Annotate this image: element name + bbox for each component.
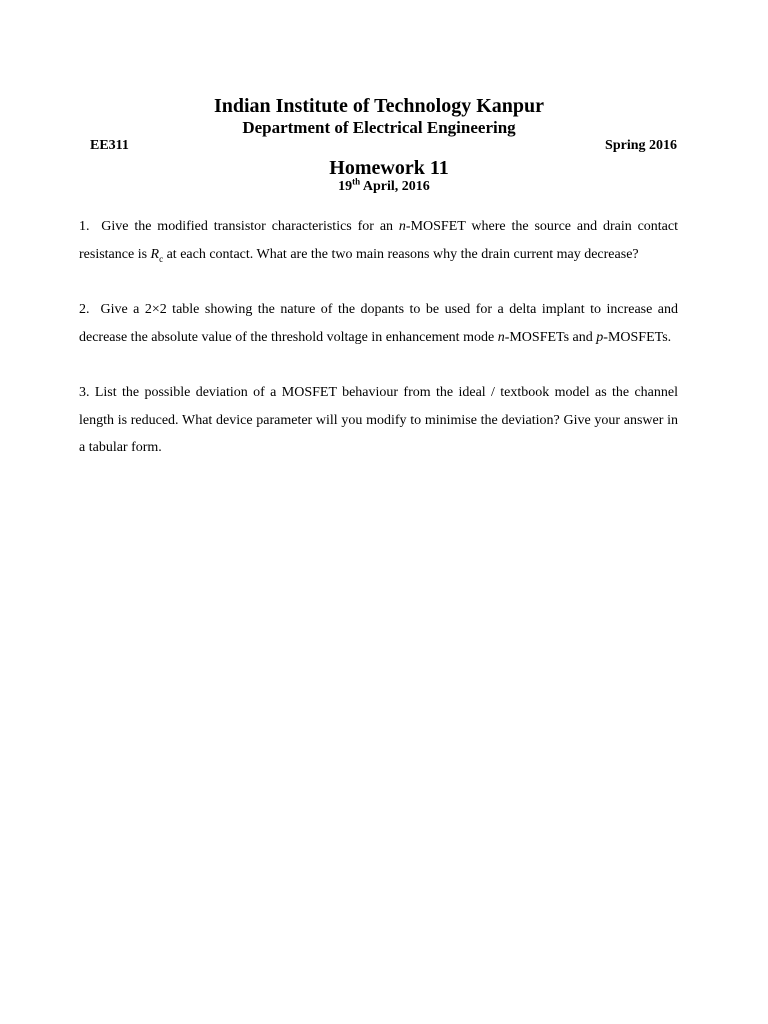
date-day: 19	[338, 179, 353, 194]
question-3	[79, 379, 678, 462]
questions-list	[79, 213, 678, 490]
homework-title: Homework 11	[329, 157, 449, 179]
contact-resistance-symbol: R	[150, 246, 160, 262]
date-suffix: th	[352, 176, 361, 187]
question-text: at each contact. What are the two main reasons why the drain current may decrease?	[163, 246, 639, 262]
question-text: Give a 2×2 table showing the nature of the dopants to be used for a delta implant to increase and decrease the absolute value of the threshold voltage in enhancement mode	[79, 302, 679, 345]
question-text-italic: n	[497, 329, 505, 345]
question-text: -MOSFETs and	[504, 329, 597, 345]
homework-date	[0, 178, 768, 196]
question-number: 1.	[79, 219, 90, 234]
question-2	[79, 296, 678, 351]
term: Spring 2016	[605, 138, 677, 153]
question-text-italic: n	[398, 219, 406, 234]
question-text: List the possible deviation of a MOSFET behaviour from the ideal / textbook model as the channel length is reduced. What device parameter will you modify to minimise the deviation? Give your answer in a tabular form.	[79, 385, 678, 455]
course-code: EE311	[90, 138, 129, 153]
question-number: 3.	[79, 385, 90, 400]
question-number: 2.	[79, 302, 90, 317]
department-name: Department of Electrical Engineering	[242, 118, 516, 137]
date-rest: April, 2016	[360, 179, 430, 194]
question-text: Give the modified transistor characteristics for an	[101, 219, 399, 234]
question-text-italic: p	[596, 329, 604, 345]
question-text: -MOSFETs.	[603, 329, 672, 345]
institute-name: Indian Institute of Technology Kanpur	[213, 95, 545, 117]
question-text: -MOSFET where the source and drain contact resistance is	[79, 219, 679, 262]
question-1	[79, 213, 678, 268]
contact-resistance-subscript: c	[159, 253, 164, 264]
